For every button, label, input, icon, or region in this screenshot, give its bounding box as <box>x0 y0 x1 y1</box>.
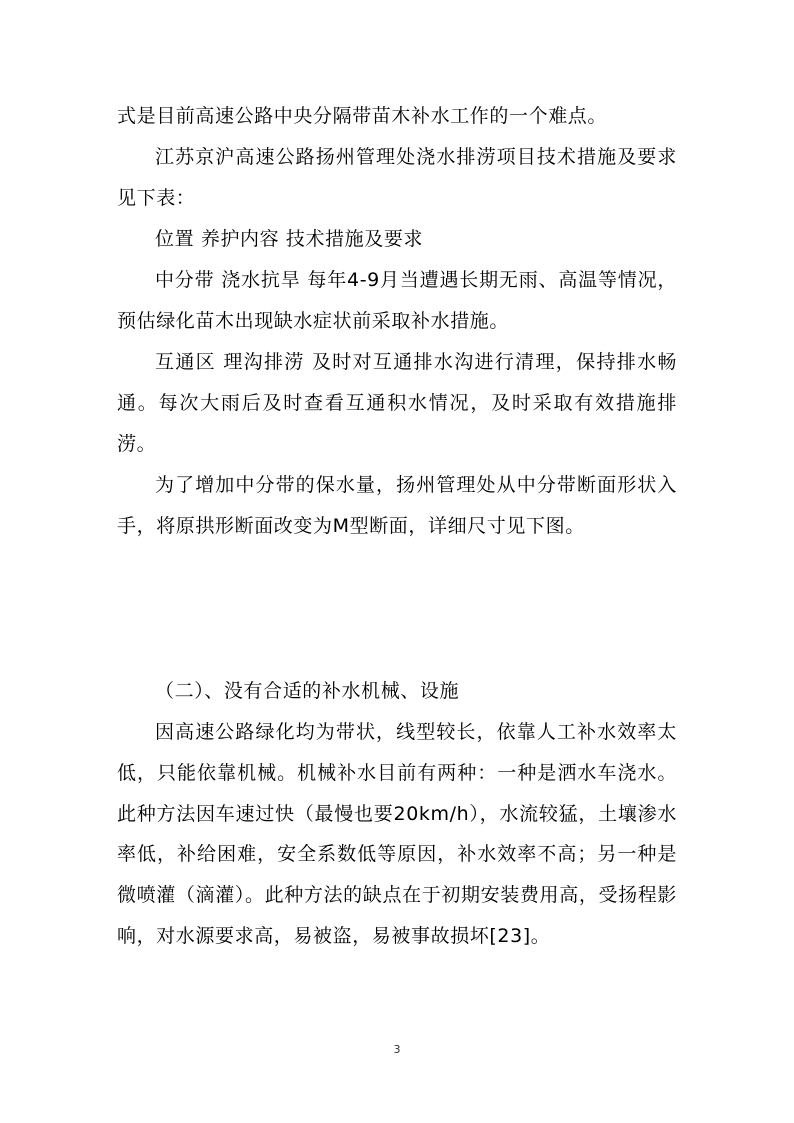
table-header-row: 位置 养护内容 技术措施及要求 <box>155 228 424 250</box>
table-row-interchange: 互通区 理沟排涝 及时对互通排水沟进行清理，保持排水畅通。每次大雨后及时查看互通积水情况，及时采取有效措施排涝。 <box>117 351 677 455</box>
paragraph-irrigation-machinery: 因高速公路绿化均为带状，线型较长，依靠人工补水效率太低，只能依靠机械。机械补水目前有两种：一种是洒水车浇水。此种方法因车速过快（最慢也要20km/h），水流较猛，土壤渗水率低，补给困难，安全系数低等原因，补水效率不高；另一种是微喷灌（滴灌）。此种方法的缺点在于初期安装费用高，受扬程影响，对水源要求高，易被盗，易被事故损坏[23]。 <box>117 721 677 947</box>
page-number: 3 <box>393 1043 401 1056</box>
table-row-median: 中分带 浇水抗旱 每年4-9月当遭遇长期无雨、高温等情况，预估绿化苗木出现缺水症状前采取补水措施。 <box>117 269 677 332</box>
paragraph-continuation: 式是目前高速公路中央分隔带苗木补水工作的一个难点。 <box>117 105 608 127</box>
paragraph-m-section: 为了增加中分带的保水量，扬州管理处从中分带断面形状入手，将原拱形断面改变为M型断面，详细尺寸见下图。 <box>117 474 677 537</box>
section-heading: （二）、没有合适的补水机械、设施 <box>155 680 460 702</box>
paragraph-intro-table: 江苏京沪高速公路扬州管理处浇水排涝项目技术措施及要求见下表： <box>117 146 677 209</box>
